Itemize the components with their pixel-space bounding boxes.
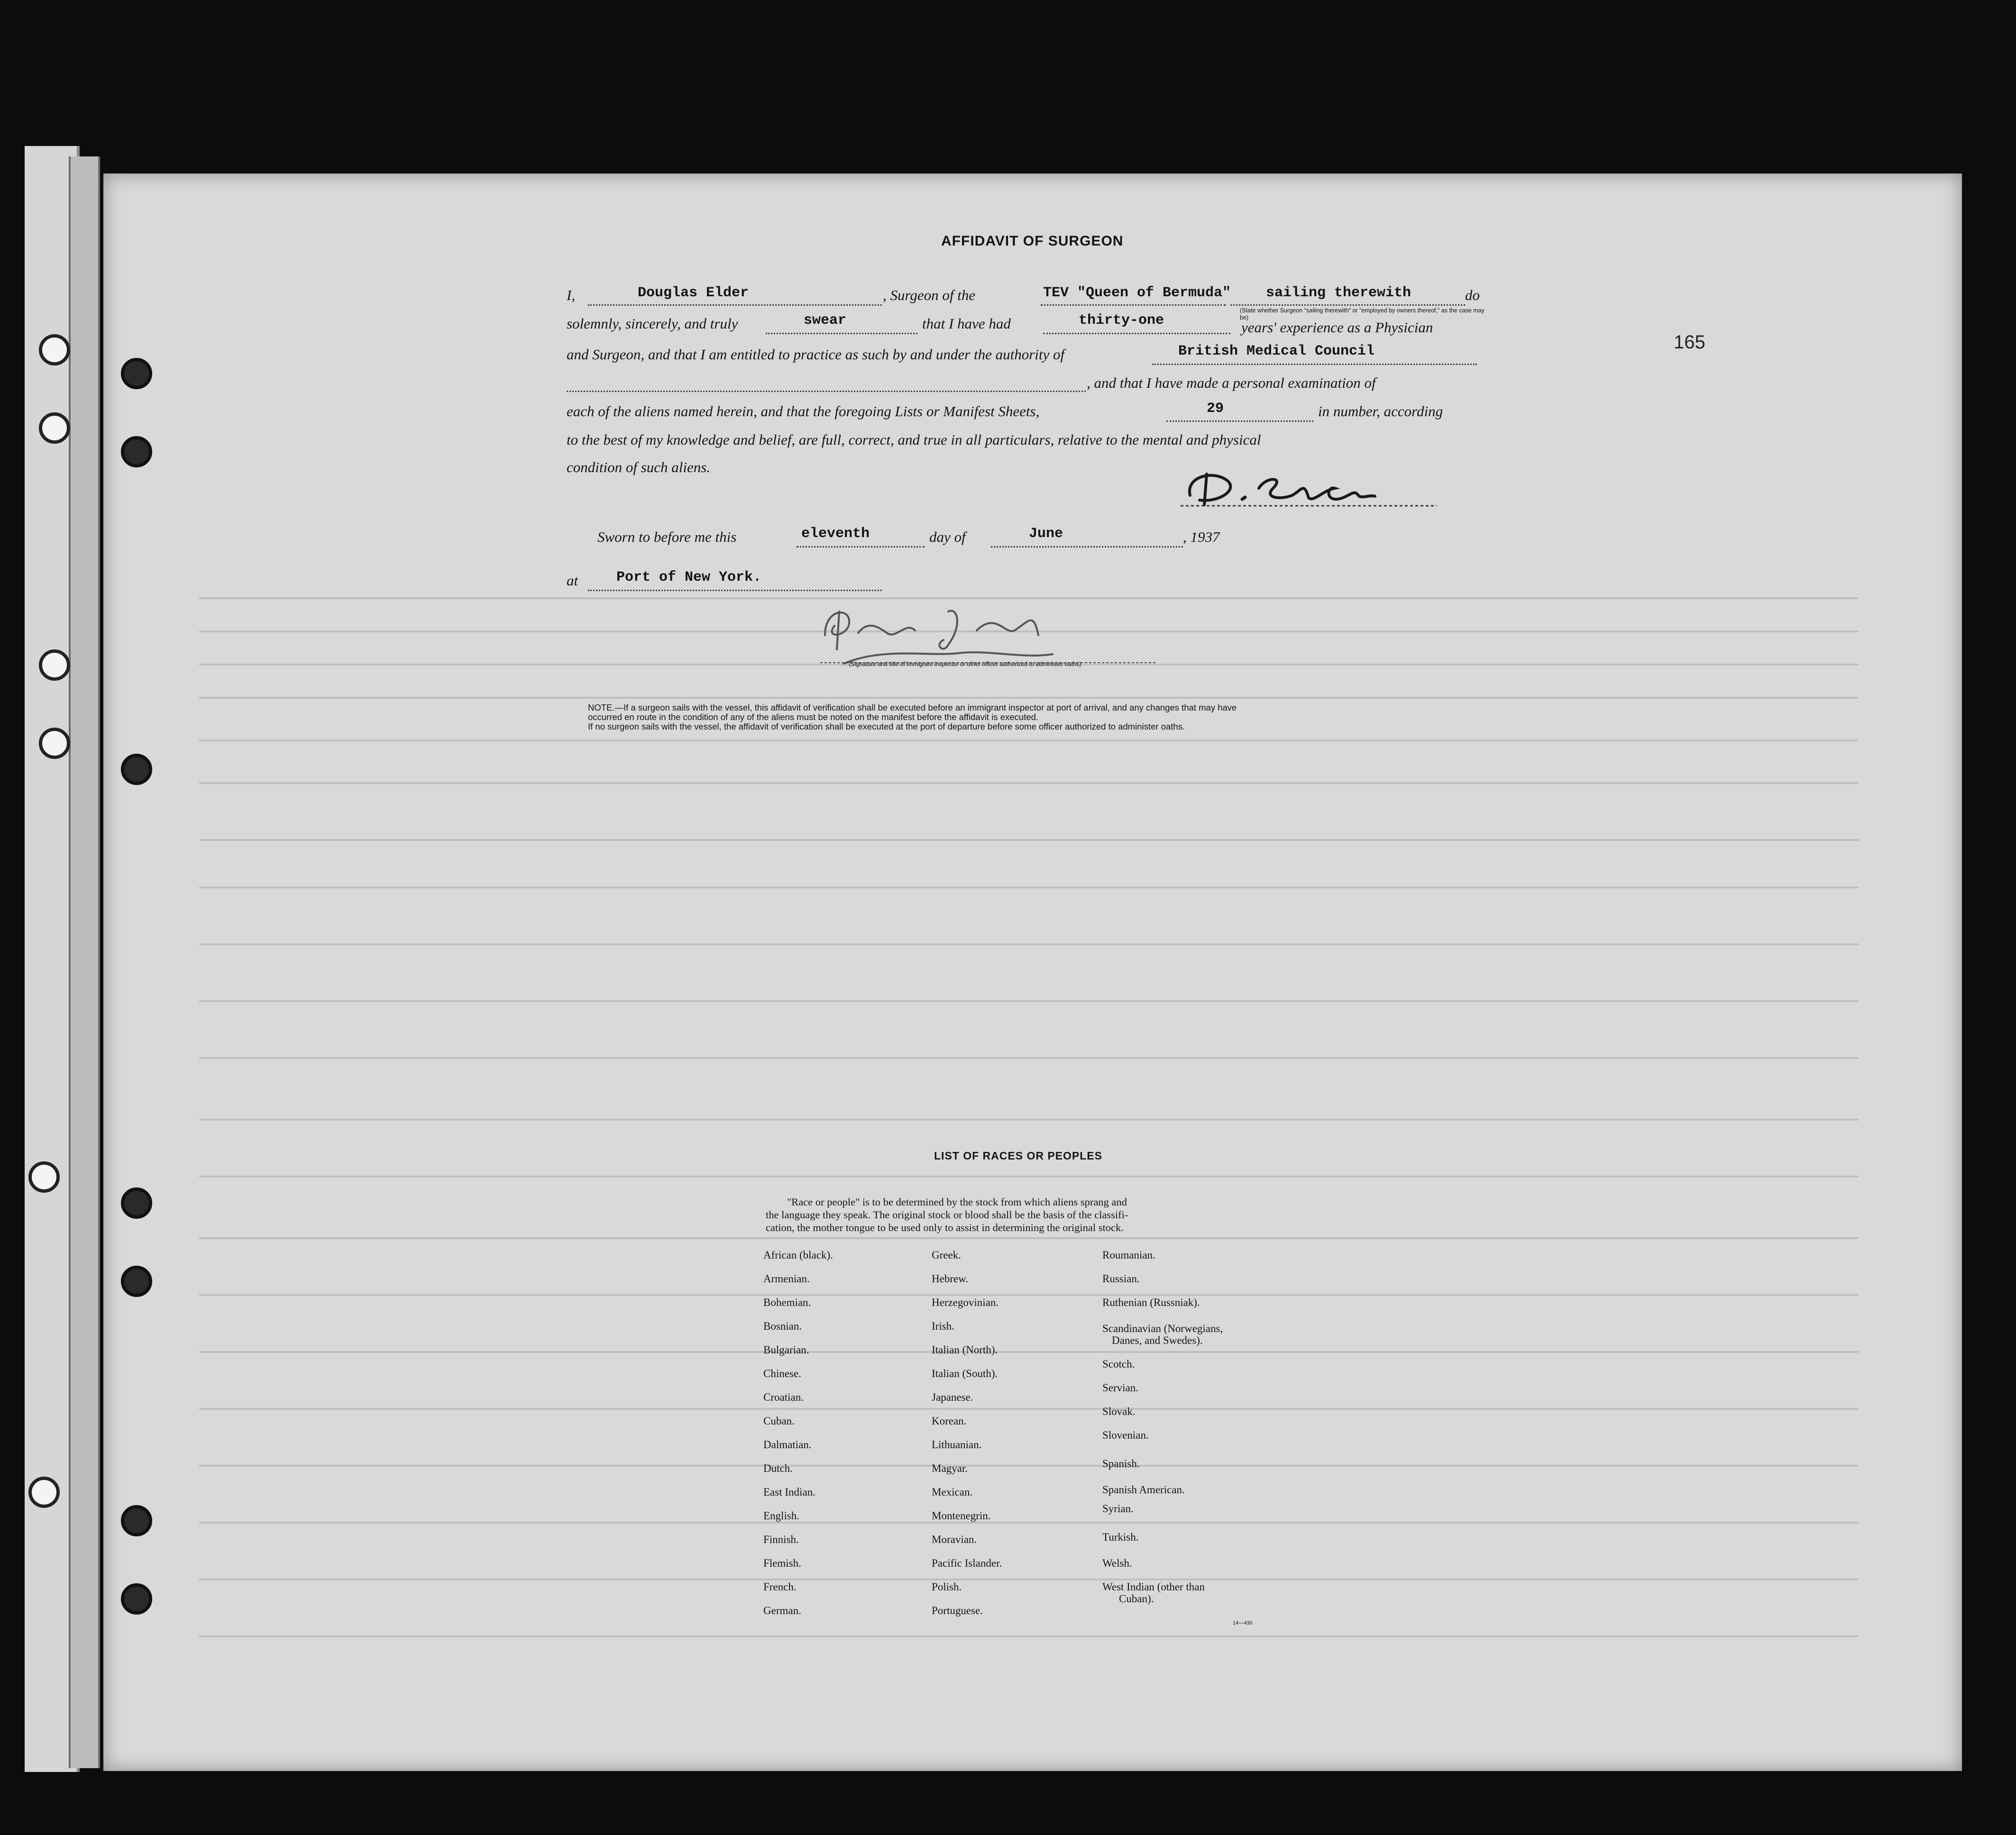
sworn-day: eleventh (801, 526, 870, 542)
race-item: Japanese. (932, 1391, 973, 1403)
authority-continued-field (567, 374, 1086, 392)
label-sworn: Sworn to before me this (597, 529, 737, 545)
sworn-month-field (991, 530, 1183, 548)
punch-hole (121, 1187, 152, 1219)
authority: British Medical Council (1178, 343, 1375, 359)
punch-hole (121, 1505, 152, 1536)
label-in-number: in number, according (1318, 403, 1443, 420)
race-item: Dalmatian. (763, 1439, 812, 1451)
surgeon-status: sailing therewith (1266, 285, 1411, 301)
race-item: Hebrew. (932, 1273, 969, 1285)
race-item: Slovak. (1102, 1406, 1136, 1417)
race-item: Spanish. (1102, 1458, 1140, 1470)
form-code: 14—430 (1233, 1620, 1253, 1626)
race-item: Russian. (1102, 1273, 1140, 1285)
race-item: East Indian. (763, 1486, 816, 1498)
punch-hole (39, 649, 70, 681)
sworn-month: June (1029, 526, 1063, 542)
race-item: Finnish. (763, 1534, 799, 1545)
punch-hole (39, 334, 70, 365)
sheet-count: 29 (1207, 401, 1224, 417)
race-item: Servian. (1102, 1382, 1139, 1394)
note-line-3: If no surgeon sails with the vessel, the affidavit of verification shall be executed at the port of departure before some officer authorized to administer oaths. (588, 721, 1185, 731)
race-item: Turkish. (1102, 1531, 1139, 1543)
status-instruction: (State whether Surgeon "sailing therewith" or "employed by owners thereof," as the case may be) (1240, 307, 1485, 321)
label-i-have-had: that I have had (922, 315, 1011, 332)
races-intro-3: cation, the mother tongue to be used only to assist in determining the original stock. (766, 1222, 1124, 1233)
race-item: Dutch. (763, 1462, 793, 1474)
punch-hole (39, 412, 70, 444)
race-item: Cuban). (1119, 1593, 1154, 1605)
race-item: Greek. (932, 1249, 961, 1261)
surgeon-signature (1171, 462, 1479, 510)
race-item: Mexican. (932, 1486, 973, 1498)
race-item: Scandinavian (Norwegians, (1102, 1323, 1223, 1334)
label-examination: , and that I have made a personal examination of (1087, 374, 1376, 391)
note-line-2: occurred en route in the condition of any of the aliens must be noted on the manifest before the affidavit is executed. (588, 712, 1038, 722)
punch-hole (39, 728, 70, 759)
punch-hole (121, 754, 152, 785)
punch-hole (121, 1583, 152, 1615)
races-title: LIST OF RACES OR PEOPLES (934, 1150, 1102, 1162)
oath-word: swear (804, 312, 847, 329)
sworn-place: Port of New York. (616, 569, 762, 585)
race-item: Syrian. (1102, 1503, 1134, 1515)
sheets-field (1166, 404, 1313, 422)
race-item: Bosnian. (763, 1320, 802, 1332)
race-item: Montenegrin. (932, 1510, 991, 1522)
race-item: Herzegovinian. (932, 1296, 999, 1308)
race-item: Danes, and Swedes). (1112, 1334, 1203, 1346)
races-intro-1: "Race or people" is to be determined by the stock from which aliens sprang and (787, 1196, 1127, 1208)
race-item: Croatian. (763, 1391, 804, 1403)
race-item: Spanish American. (1102, 1484, 1185, 1496)
race-item: Cuban. (763, 1415, 795, 1427)
label-each-of-aliens: each of the aliens named herein, and that the foregoing Lists or Manifest Sheets, (567, 403, 1040, 420)
punch-hole (121, 358, 152, 389)
race-item: Scotch. (1102, 1358, 1135, 1370)
years-experience: thirty-one (1079, 312, 1164, 329)
sworn-year: , 1937 (1183, 529, 1220, 545)
note-line-1: NOTE.—If a surgeon sails with the vessel, this affidavit of verification shall be executed before an immigrant inspector at port of arrival, and any changes that may have (588, 703, 1237, 712)
race-item: Ruthenian (Russniak). (1102, 1296, 1200, 1308)
label-solemnly: solemnly, sincerely, and truly (567, 315, 738, 332)
race-item: Italian (North). (932, 1344, 998, 1356)
race-item: Armenian. (763, 1273, 810, 1285)
ship-name: TEV "Queen of Bermuda" (1043, 285, 1231, 301)
race-item: Polish. (932, 1581, 962, 1593)
race-item: Bohemian. (763, 1296, 811, 1308)
binder-strip (69, 156, 100, 1768)
label-condition: condition of such aliens. (567, 459, 711, 475)
punch-hole (121, 436, 152, 467)
race-item: West Indian (other than (1102, 1581, 1205, 1593)
race-item: Pacific Islander. (932, 1557, 1002, 1569)
label-day-of: day of (929, 529, 966, 545)
race-item: German. (763, 1605, 801, 1616)
page-number: 165 (1674, 332, 1705, 353)
inspector-signature (806, 593, 1166, 668)
affidavit-title: AFFIDAVIT OF SURGEON (941, 233, 1124, 249)
race-item: Irish. (932, 1320, 954, 1332)
label-i: I, (567, 287, 576, 303)
label-surgeon-of: , Surgeon of the (883, 287, 976, 303)
label-years-experience: years' experience as a Physician (1241, 319, 1433, 336)
punch-hole (121, 1266, 152, 1297)
label-do: do (1465, 287, 1480, 303)
race-item: African (black). (763, 1249, 833, 1261)
race-item: Welsh. (1102, 1557, 1132, 1569)
surgeon-name: Douglas Elder (638, 285, 749, 301)
label-best-knowledge: to the best of my knowledge and belief, are full, correct, and true in all particulars, relative to the mental and physical (567, 431, 1261, 448)
race-item: Flemish. (763, 1557, 801, 1569)
race-item: Slovenian. (1102, 1429, 1149, 1441)
punch-hole (28, 1477, 60, 1508)
race-item: Korean. (932, 1415, 967, 1427)
label-and-surgeon: and Surgeon, and that I am entitled to practice as such by and under the authority of (567, 346, 1065, 363)
bleed-through-table (199, 583, 1953, 1692)
race-item: French. (763, 1581, 797, 1593)
race-item: English. (763, 1510, 800, 1522)
races-intro-2: the language they speak. The original stock or blood shall be the basis of the classifi- (766, 1209, 1128, 1221)
race-item: Portuguese. (932, 1605, 983, 1616)
race-item: Roumanian. (1102, 1249, 1155, 1261)
race-item: Italian (South). (932, 1368, 998, 1379)
punch-hole (28, 1161, 60, 1193)
race-item: Bulgarian. (763, 1344, 809, 1356)
race-item: Chinese. (763, 1368, 801, 1379)
race-item: Lithuanian. (932, 1439, 982, 1451)
race-item: Magyar. (932, 1462, 968, 1474)
label-at: at (567, 572, 578, 589)
race-item: Moravian. (932, 1534, 977, 1545)
inspector-signature-caption: (Signature and title of immigrant inspector or other officer authorized to administer oaths) (849, 661, 1081, 667)
